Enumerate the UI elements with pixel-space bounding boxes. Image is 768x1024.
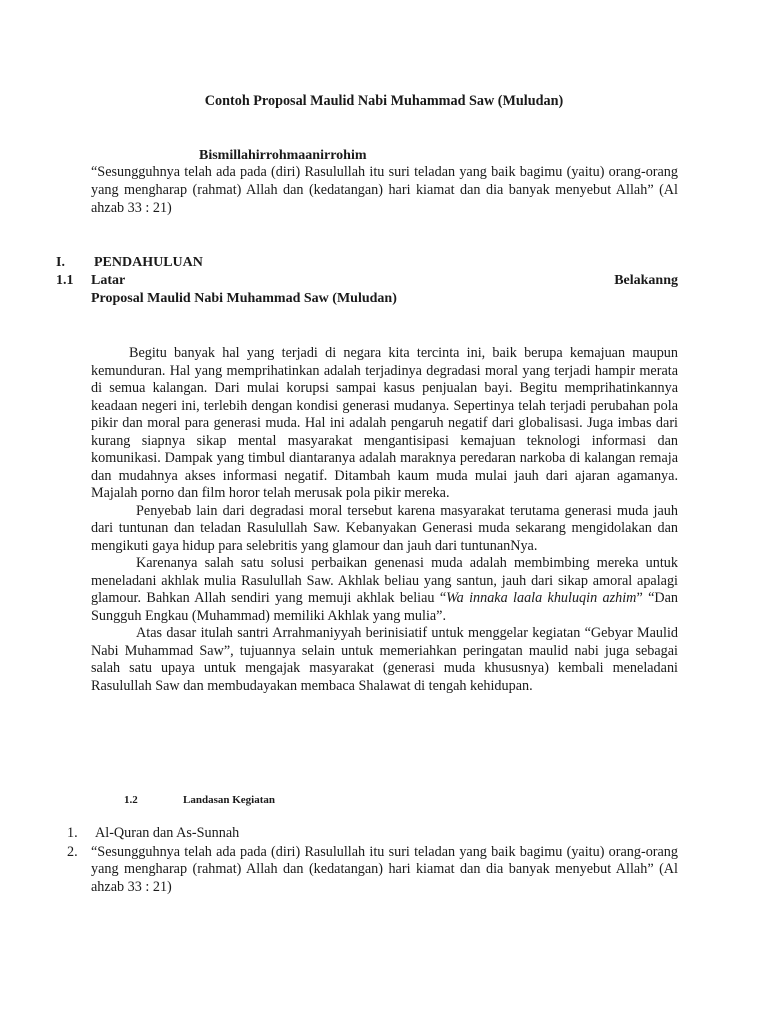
- paragraph-1: Begitu banyak hal yang terjadi di negara kita tercinta ini, baik berupa kemajuan maupun kemunduran. Hal yang memprihatinkan adalah terjadinya degradasi moral yang terjadi hampir merata di semua kalangan. Dari mulai korupsi sampai kasus penjualan bayi. Begitu memprihatinkannya keadaan negeri ini, terlebih dengan kondisi generasi mudanya. Sepertinya telah terjadi perubahan pola pikir dan moral para generasi muda. Hal ini adalah pengaruh negatif dari globalisasi. Juga imbas dari kurang siapnya sikap mental masyarakat mengantisipasi kemajuan teknologi informasi dan komunikasi. Dampak yang timbul diantaranya adalah maraknya peredaran narkoba di kalangan remaja dan mudahnya akses informasi negatif. Ditambah kaum muda mulai jauh dari ajaran agamanya. Majalah porno dan film horor telah merusak pola pikir mereka.: [91, 345, 678, 501]
- section-1-1-number: 1.1: [56, 273, 74, 288]
- opening-quote: “Sesungguhnya telah ada pada (diri) Rasulullah itu suri teladan yang baik bagimu (yaitu) orang-orang yang mengharap (rahmat) Allah dan (kedatangan) hari kiamat dan dia banyak menyebut Allah” (Al ahzab 33 : 21): [91, 164, 678, 216]
- paragraph-2: Penyebab lain dari degradasi moral tersebut karena masyarakat terutama generasi muda jauh dari tuntunan dan teladan Rasulullah Saw. Kebanyakan Generasi muda sekarang mengidolakan dan mengikuti gaya hidup para selebritis yang glamour dan jauh dari tuntunanNya.: [91, 502, 678, 554]
- list-item-text: Al-Quran dan As-Sunnah: [95, 825, 240, 841]
- section-1-title: PENDAHULUAN: [94, 255, 203, 270]
- basis-list: [67, 825, 678, 896]
- list-item-text: “Sesungguhnya telah ada pada (diri) Rasulullah itu suri teladan yang baik bagimu (yaitu) orang-orang yang mengharap (rahmat) Allah dan (kedatangan) hari kiamat dan dia banyak menyebut Allah” (Al ahzab 33 : 21): [91, 843, 678, 895]
- document-title: Contoh Proposal Maulid Nabi Muhammad Saw (Muludan): [204, 93, 564, 109]
- paragraph-4: Atas dasar itulah santri Arrahmaniyyah berinisiatif untuk menggelar kegiatan “Gebyar Maulid Nabi Muhammad Saw”, tujuannya selain untuk memeriahkan peringatan maulid nabi juga sebagai salah satu upaya untuk mengajak masyarakat (generasi muda khususnya) kembali meneladani Rasulullah Saw dan membudayakan membaca Shalawat di tengah kehidupan.: [91, 625, 678, 694]
- section-1-2-title: Landasan Kegiatan: [183, 794, 275, 806]
- section-1-1-left-text: Latar: [91, 273, 126, 288]
- paragraph-3-translation: ” “Dan Sungguh Engkau (Muhammad) memiliki Akhlak yang mulia”.: [91, 590, 679, 624]
- list-item-number: 2.: [67, 843, 78, 860]
- list-item: [67, 844, 678, 897]
- section-1-heading: [56, 255, 203, 271]
- section-1-1-subtitle: Proposal Maulid Nabi Muhammad Saw (Muludan): [91, 291, 397, 306]
- paragraph-3: [91, 555, 678, 625]
- section-1-1-right-text: Belakanng: [614, 273, 678, 288]
- section-1-number: I.: [56, 255, 65, 270]
- paragraph-3-text: Karenanya salah satu solusi perbaikan genenasi muda adalah membimbing mereka untuk meneladani akhlak mulia Rasulullah Saw. Akhlak beliau yang santun, jauh dari sikap amoral apalagi glamour. Bahkan Allah sendiri yang memuji akhlak beliau “: [91, 555, 678, 606]
- bismillah-heading: Bismillahirrohmaanirrohim: [199, 148, 367, 163]
- background-body: [91, 345, 678, 695]
- paragraph-3-arabic-phrase: Wa innaka laala khuluqin azhim: [446, 590, 637, 606]
- list-item: [67, 825, 678, 843]
- section-1-1-heading: [56, 273, 678, 289]
- section-1-2-number: 1.2: [124, 794, 138, 806]
- section-1-2-heading: [124, 794, 275, 806]
- list-item-number: 1.: [67, 825, 78, 841]
